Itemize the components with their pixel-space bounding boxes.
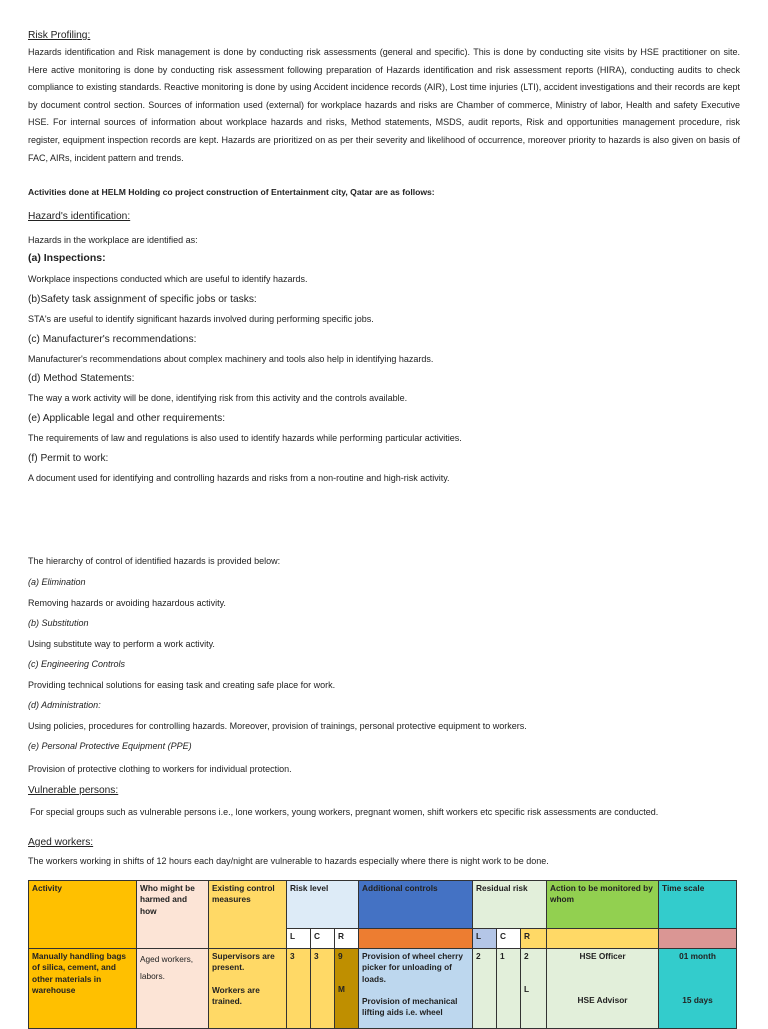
- subheader-residual-r: R: [521, 929, 547, 949]
- cell-additional-line: Provision of wheel cherry picker for unloading of loads.: [362, 951, 463, 984]
- hazard-item-text: STA's are useful to identify significant hazards involved during performing specific jobs.: [28, 314, 374, 324]
- cell-residual-l: 2: [473, 949, 497, 1029]
- cell-time-line: 01 month: [679, 951, 716, 961]
- activities-note: Activities done at HELM Holding co project construction of Entertainment city, Qatar are as follows:: [28, 187, 435, 197]
- cell-time-line: 15 days: [682, 995, 713, 1006]
- cell-additional-controls: [359, 949, 473, 1029]
- cell-risk-l: 3: [287, 949, 311, 1029]
- hierarchy-item-text: Removing hazards or avoiding hazardous activity.: [28, 598, 226, 608]
- cell-existing-controls: [209, 949, 287, 1029]
- header-who: Who might be harmed and how: [137, 881, 209, 949]
- hazard-item-title: (f) Permit to work:: [28, 453, 109, 464]
- subheader-r: R: [335, 929, 359, 949]
- hazard-item-title: (a) Inspections:: [28, 252, 106, 264]
- cell-residual-r: [521, 949, 547, 1029]
- hierarchy-item-text: Provision of protective clothing to workers for individual protection.: [28, 764, 292, 774]
- subheader-l: L: [287, 929, 311, 949]
- cell-activity: Manually handling bags of silica, cement, and other materials in warehouse: [29, 949, 137, 1029]
- hazard-identification-heading: Hazard's identification:: [28, 211, 131, 222]
- cell-action-line: HSE Advisor: [577, 995, 628, 1006]
- hierarchy-item-title: (b) Substitution: [28, 618, 89, 628]
- cell-who: [137, 949, 209, 1029]
- subheader-action-blank: [547, 929, 659, 949]
- hazard-item-text: Manufacturer's recommendations about complex machinery and tools also help in identifying hazards.: [28, 354, 434, 364]
- cell-risk-r-value: 9: [338, 951, 343, 961]
- cell-time-scale: [659, 949, 737, 1029]
- hazard-item-title: (b)Safety task assignment of specific jobs or tasks:: [28, 294, 257, 305]
- table-header-row: [29, 881, 737, 929]
- cell-existing-line: Supervisors are present.: [212, 951, 275, 973]
- header-residual-risk: Residual risk: [473, 881, 547, 929]
- hazard-item-text: The requirements of law and regulations is also used to identify hazards while performing particular activities.: [28, 433, 462, 443]
- hierarchy-item-text: Using policies, procedures for controlling hazards. Moreover, provision of trainings, personal protective equipment to workers.: [28, 721, 527, 731]
- hierarchy-intro: The hierarchy of control of identified hazards is provided below:: [28, 556, 281, 566]
- hazard-item-title: (d) Method Statements:: [28, 373, 135, 384]
- aged-text: The workers working in shifts of 12 hours each day/night are vulnerable to hazards especially where there is night work to be done.: [28, 856, 549, 866]
- hazard-item-title: (e) Applicable legal and other requirements:: [28, 413, 226, 424]
- hierarchy-item-text: Using substitute way to perform a work activity.: [28, 639, 215, 649]
- cell-who-line: labors.: [140, 971, 165, 981]
- hierarchy-item-title: (e) Personal Protective Equipment (PPE): [28, 741, 192, 751]
- cell-action: [547, 949, 659, 1029]
- hazard-item-text: Workplace inspections conducted which are useful to identify hazards.: [28, 274, 308, 284]
- aged-heading: Aged workers:: [28, 837, 94, 848]
- hierarchy-item-title: (a) Elimination: [28, 577, 86, 587]
- vulnerable-heading: Vulnerable persons:: [28, 785, 119, 796]
- header-activity: Activity: [29, 881, 137, 949]
- risk-assessment-table: [28, 880, 737, 1029]
- cell-risk-r: [335, 949, 359, 1029]
- hazard-item-text: The way a work activity will be done, identifying risk from this activity and the controls available.: [28, 393, 408, 403]
- cell-residual-r-value: 2: [524, 951, 529, 961]
- hierarchy-item-title: (d) Administration:: [28, 700, 101, 710]
- hazard-item-title: (c) Manufacturer's recommendations:: [28, 334, 197, 345]
- hierarchy-item-title: (c) Engineering Controls: [28, 659, 126, 669]
- cell-action-line: HSE Officer: [579, 951, 626, 961]
- hazard-item-text: A document used for identifying and controlling hazards and risks from a non-routine and high-risk activity.: [28, 473, 450, 483]
- cell-who-line: Aged workers,: [140, 954, 194, 964]
- subheader-residual-l: L: [473, 929, 497, 949]
- subheader-residual-c: C: [497, 929, 521, 949]
- risk-profiling-heading: Risk Profiling:: [28, 30, 91, 41]
- subheader-additional-blank: [359, 929, 473, 949]
- hazard-identification-intro: Hazards in the workplace are identified as:: [28, 235, 198, 245]
- header-existing-controls: Existing control measures: [209, 881, 287, 949]
- cell-risk-c: 3: [311, 949, 335, 1029]
- risk-profiling-body: Hazards identification and Risk management is done by conducting risk assessments (general and specific). This is done by conducting site visits by HSE practitioner on site. Here active monitoring is done by conducting risk assessment following preparation of Hazards identification and risk assessment reports (HIRA), conducting audits to check compliance to existing standards. Reactive monitoring is done by using Accident incidence records (AIR), Lost time injuries (LTI), accident investigations and their records are kept by document control section. Sources of information used (external) for workplace hazards and risks are Chamber of commerce, Ministry of labor, Health and safety Executive HSE. For internal sources of information about workplace hazards and risks, Method statements, MSDS, audit reports, Risk and opportunities management procedure, risk register, equipment inspection records are kept. Hazards are prioritized on as per their severity and likelihood of occurrence, moreover priority to hazards is also given on basis of FAC, AIRs, incident pattern and trends.: [28, 47, 740, 163]
- header-time-scale: Time scale: [659, 881, 737, 929]
- cell-existing-line: Workers are trained.: [212, 984, 260, 1006]
- table-row: [29, 949, 737, 1029]
- cell-residual-r-label: L: [524, 984, 530, 995]
- header-action: Action to be monitored by whom: [547, 881, 659, 929]
- cell-additional-line: Provision of mechanical lifting aids i.e. wheel: [362, 995, 458, 1018]
- header-risk-level: Risk level: [287, 881, 359, 929]
- cell-residual-c: 1: [497, 949, 521, 1029]
- vulnerable-text: For special groups such as vulnerable persons i.e., lone workers, young workers, pregnant women, shift workers etc specific risk assessments are conducted.: [30, 807, 659, 817]
- header-additional-controls: Additional controls: [359, 881, 473, 929]
- cell-risk-r-label: M: [338, 984, 345, 995]
- hierarchy-item-text: Providing technical solutions for easing task and creating safe place for work.: [28, 680, 336, 690]
- subheader-c: C: [311, 929, 335, 949]
- subheader-time-blank: [659, 929, 737, 949]
